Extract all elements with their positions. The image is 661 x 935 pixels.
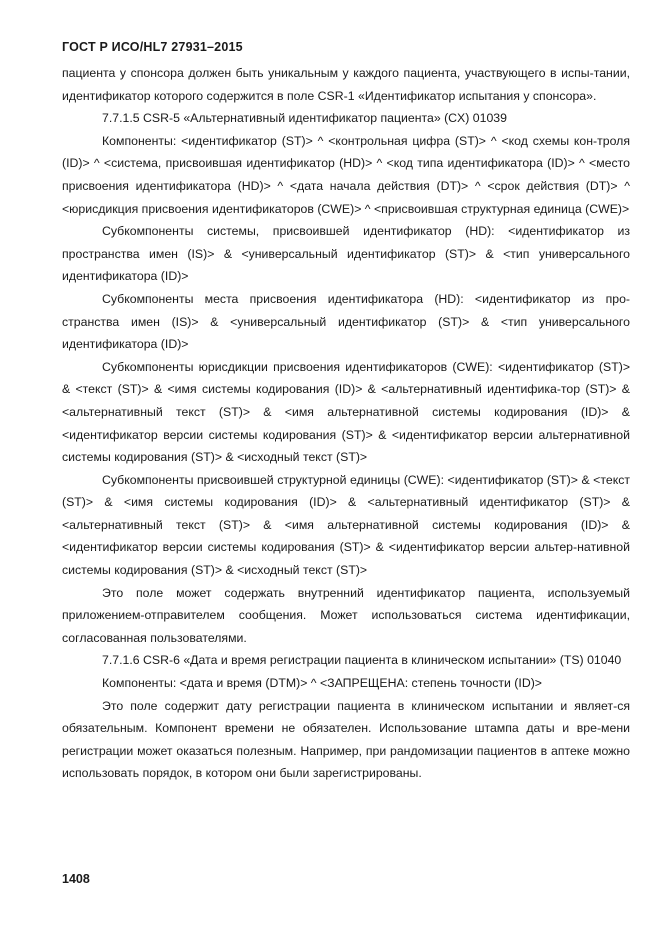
- section-heading-csr5: 7.7.1.5 CSR-5 «Альтернативный идентификатор пациента» (CX) 01039: [102, 111, 507, 126]
- paragraph-components-csr6: Компоненты: <дата и время (DTM)> ^ <ЗАПРЕЩЕНА: степень точности (ID)>: [102, 676, 542, 691]
- paragraph-subcomponents-hd-system: Субкомпоненты системы, присвоившей идентификатор (HD): <идентификатор из пространства имен (IS)> & <универсальный идентификатор (ST)> & <тип универсального идентификатора (ID)>: [62, 224, 630, 284]
- paragraph-field-description-csr6: Это поле содержит дату регистрации пациента в клиническом испытании и являет-ся обязательным. Компонент времени не обязателен. Использование штампа даты и вре-мени регистрации может оказаться полезным. Например, при рандомизации пациентов в аптеке можно использовать порядок, в котором они были зарегистрированы.: [62, 698, 630, 781]
- paragraph-subcomponents-cwe-jurisdiction: Субкомпоненты юрисдикции присвоения идентификаторов (CWE): <идентификатор (ST)> & <текст (ST)> & <имя системы кодирования (ID)> & <альтернативный идентифика-тор (ST)> & <альтернативный текст (ST)> & <имя альтернативной системы кодирования (ID)> & <идентификатор версии системы кодирования (ST)> & <идентификатор версии альтернативной системы кодирования (ST)> & <исходный текст (ST)>: [62, 359, 630, 465]
- page-number: 1408: [62, 872, 90, 886]
- document-header: ГОСТ Р ИСО/HL7 27931–2015: [62, 40, 243, 54]
- document-body: [62, 62, 630, 785]
- paragraph-continuation: пациента у спонсора должен быть уникальным у каждого пациента, участвующего в испы-тании, идентификатор которого содержится в поле CSR-1 «Идентификатор испытания у спонсора».: [62, 66, 630, 103]
- section-heading-csr6: 7.7.1.6 CSR-6 «Дата и время регистрации пациента в клиническом испытании» (TS) 01040: [102, 653, 622, 668]
- paragraph-components-csr5: Компоненты: <идентификатор (ST)> ^ <контрольная цифра (ST)> ^ <код схемы кон-троля (ID)> ^ <система, присвоившая идентификатор (HD)> ^ <код типа идентификатора (ID)> ^ <место присвоения идентификатора (HD)> ^ <дата начала действия (DT)> ^ <срок действия (DT)> ^ <юрисдикция присвоения идентификаторов (CWE)> ^ <присвоившая структурная единица (CWE)>: [62, 133, 630, 216]
- paragraph-subcomponents-cwe-unit: Субкомпоненты присвоившей структурной единицы (CWE): <идентификатор (ST)> & <текст (ST)> & <имя системы кодирования (ID)> & <альтернативный идентификатор (ST)> & <альтернативный текст (ST)> & <имя альтернативной системы кодирования (ID)> & <идентификатор версии системы кодирования (ST)> & <идентификатор версии альтер-нативной системы кодирования (ST)> & <исходный текст (ST)>: [62, 472, 630, 578]
- paragraph-subcomponents-hd-place: Субкомпоненты места присвоения идентификатора (HD): <идентификатор из про-странства имен (IS)> & <универсальный идентификатор (ST)> & <тип универсального идентификатора (ID)>: [62, 291, 630, 352]
- paragraph-field-description-csr5: Это поле может содержать внутренний идентификатор пациента, используемый приложением-отправителем сообщения. Может использоваться система идентификации, согласованная пользователями.: [62, 585, 630, 645]
